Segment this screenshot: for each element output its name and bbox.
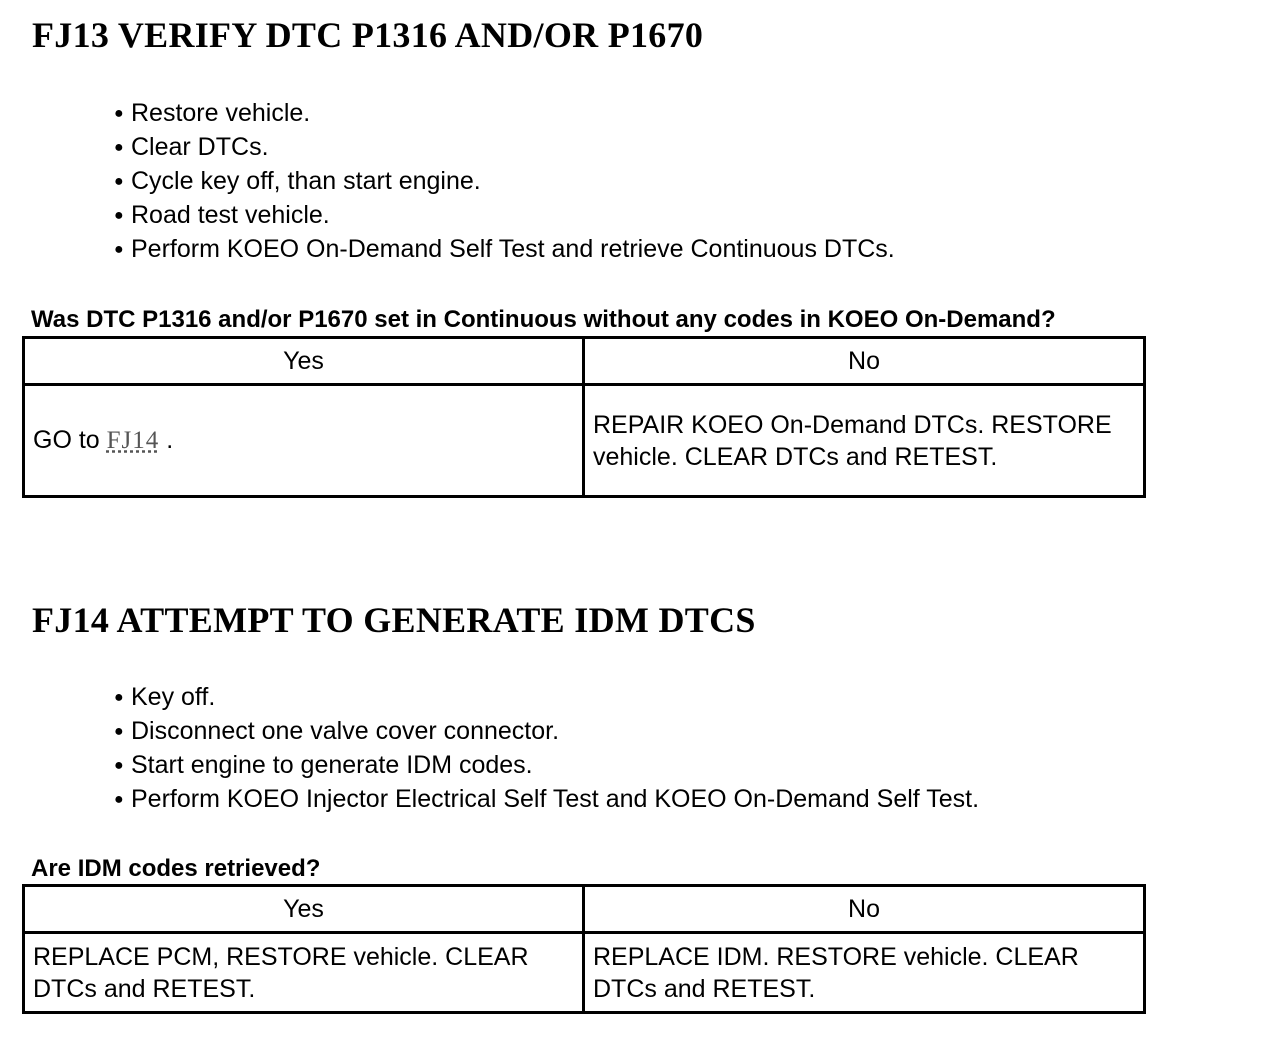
table-row (24, 933, 1145, 1013)
yes-header: Yes (24, 886, 584, 933)
no-cell: REPAIR KOEO On-Demand DTCs. RESTORE vehicle. CLEAR DTCs and RETEST. (584, 385, 1145, 497)
no-header: No (584, 886, 1145, 933)
yes-header: Yes (24, 338, 584, 385)
step-text: Disconnect one valve cover connector. (131, 717, 560, 745)
question-fj14: Are IDM codes retrieved? (31, 855, 321, 882)
bullet-icon: ● (114, 241, 124, 258)
step-item (114, 714, 979, 748)
section-heading-fj13: FJ13 VERIFY DTC P1316 AND/OR P1670 (32, 15, 704, 55)
answer-table-fj14 (22, 884, 1146, 1014)
step-text: Cycle key off, than start engine. (131, 167, 481, 195)
section-heading-fj14: FJ14 ATTEMPT TO GENERATE IDM DTCS (32, 600, 756, 640)
step-item (114, 164, 895, 198)
bullet-icon: ● (114, 105, 124, 122)
yes-suffix: . (166, 426, 174, 454)
yes-cell (24, 385, 584, 497)
step-text: Road test vehicle. (131, 201, 330, 229)
step-text: Key off. (131, 683, 216, 711)
bullet-icon: ● (114, 207, 124, 224)
step-item (114, 748, 979, 782)
step-text: Start engine to generate IDM codes. (131, 751, 533, 779)
fj14-link[interactable]: FJ14 (106, 427, 160, 454)
table-header-row (24, 886, 1145, 933)
step-item (114, 232, 895, 266)
bullet-icon: ● (114, 139, 124, 156)
step-list-fj13 (114, 96, 895, 266)
yes-cell: REPLACE PCM, RESTORE vehicle. CLEAR DTCs and RETEST. (24, 933, 584, 1013)
no-cell: REPLACE IDM. RESTORE vehicle. CLEAR DTCs and RETEST. (584, 933, 1145, 1013)
bullet-icon: ● (114, 689, 124, 706)
table-header-row (24, 338, 1145, 385)
step-text: Restore vehicle. (131, 99, 311, 127)
answer-table-fj13 (22, 336, 1146, 498)
no-header: No (584, 338, 1145, 385)
step-item (114, 198, 895, 232)
step-item (114, 680, 979, 714)
bullet-icon: ● (114, 791, 124, 808)
bullet-icon: ● (114, 173, 124, 190)
yes-prefix: GO to (33, 426, 100, 454)
step-item (114, 96, 895, 130)
step-list-fj14 (114, 680, 979, 816)
bullet-icon: ● (114, 723, 124, 740)
step-text: Perform KOEO On-Demand Self Test and retrieve Continuous DTCs. (131, 235, 895, 263)
step-item (114, 130, 895, 164)
step-text: Perform KOEO Injector Electrical Self Test and KOEO On-Demand Self Test. (131, 785, 980, 813)
question-fj13: Was DTC P1316 and/or P1670 set in Continuous without any codes in KOEO On-Demand? (31, 306, 1056, 333)
step-item (114, 782, 979, 816)
step-text: Clear DTCs. (131, 133, 269, 161)
table-row (24, 385, 1145, 497)
bullet-icon: ● (114, 757, 124, 774)
